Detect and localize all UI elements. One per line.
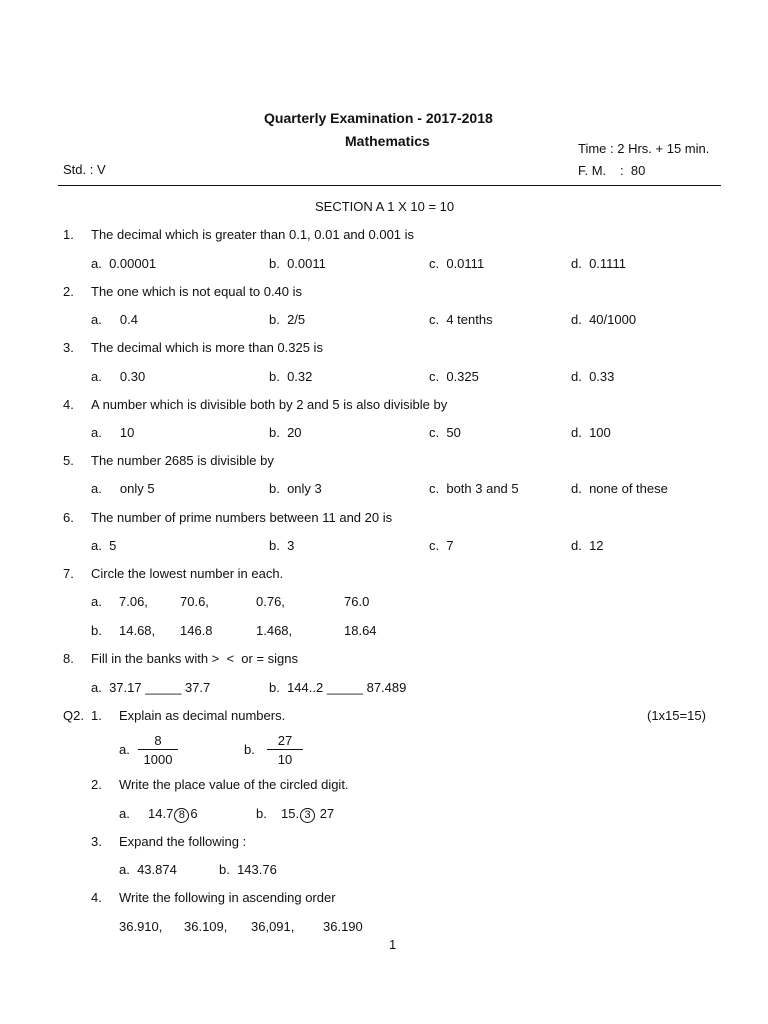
fraction-bar (267, 749, 303, 750)
number-prefix: 15. (281, 806, 300, 821)
option-b: b. 2/5 (269, 312, 306, 327)
option-d: d. 0.1111 (571, 256, 626, 271)
page-number: 1 (389, 937, 397, 952)
option-a: a. 5 (91, 538, 117, 553)
option-d: d. 12 (571, 538, 604, 553)
section-heading: SECTION A 1 X 10 = 10 (315, 199, 455, 214)
option-b: b. 0.32 (269, 369, 313, 384)
item-label: b. (256, 806, 267, 821)
part-number: 2. (91, 777, 102, 792)
option-a: a. only 5 (91, 481, 155, 496)
fraction-label: a. (119, 742, 130, 757)
numerator: 27 (277, 733, 293, 748)
option-c: c. 0.325 (429, 369, 479, 384)
option-d: d. 40/1000 (571, 312, 637, 327)
option-a: a. 0.4 (91, 312, 138, 327)
option-a: a. 10 (91, 425, 135, 440)
denominator: 1000 (143, 752, 173, 767)
std-label: Std. : V (63, 162, 106, 177)
full-marks-value: : 80 (620, 163, 646, 178)
number-choice: 146.8 (180, 623, 213, 638)
option-c: c. 7 (429, 538, 454, 553)
order-value: 36.190 (323, 919, 363, 934)
question-text: A number which is divisible both by 2 and 5 is also divisible by (91, 397, 448, 412)
option-b: b. 20 (269, 425, 302, 440)
denominator: 10 (277, 752, 293, 767)
option-b: b. 3 (269, 538, 295, 553)
option-d: d. none of these (571, 481, 668, 496)
number-prefix: 14.7 (148, 806, 174, 821)
question-number: 6. (63, 510, 74, 525)
expand-item-a: a. 43.874 (119, 862, 177, 877)
option-c: c. both 3 and 5 (429, 481, 519, 496)
circled-number-b (281, 806, 334, 823)
row-label: b. (91, 623, 102, 638)
question-number: 5. (63, 453, 74, 468)
part-text: Expand the following : (119, 834, 247, 849)
numerator: 8 (154, 733, 162, 748)
fraction-b (267, 733, 303, 767)
option-c: c. 50 (429, 425, 461, 440)
option-b: b. 0.0011 (269, 256, 326, 271)
fraction-bar (138, 749, 178, 750)
question-number: 1. (63, 227, 74, 242)
item-label: a. (119, 806, 130, 821)
number-choice: 1.468, (256, 623, 293, 638)
question-text: The one which is not equal to 0.40 is (91, 284, 303, 299)
option-d: d. 0.33 (571, 369, 615, 384)
time-allowed: Time : 2 Hrs. + 15 min. (578, 141, 710, 156)
number-choice: 76.0 (344, 594, 370, 609)
exam-title: Quarterly Examination - 2017-2018 (264, 110, 493, 126)
part-number: 4. (91, 890, 102, 905)
number-choice: 70.6, (180, 594, 209, 609)
part-text: Write the following in ascending order (119, 890, 336, 905)
option-b: b. only 3 (269, 481, 322, 496)
question-number: 3. (63, 340, 74, 355)
question-number: 4. (63, 397, 74, 412)
option-b: b. 144..2 _____ 87.489 (269, 680, 407, 695)
question-number: 7. (63, 566, 74, 581)
row-label: a. (91, 594, 102, 609)
number-suffix: 27 (316, 806, 335, 821)
part-text: Explain as decimal numbers. (119, 708, 286, 723)
question-text: The decimal which is greater than 0.1, 0.01 and 0.001 is (91, 227, 415, 242)
question-number: 8. (63, 651, 74, 666)
option-a: a. 37.17 _____ 37.7 (91, 680, 211, 695)
question-text: The number of prime numbers between 11 and 20 is (91, 510, 393, 525)
q2-label: Q2. (63, 708, 84, 723)
circled-number-a (148, 806, 198, 823)
subject-title: Mathematics (345, 133, 430, 149)
q2-marks: (1x15=15) (647, 708, 706, 723)
part-number: 3. (91, 834, 102, 849)
number-choice: 0.76, (256, 594, 285, 609)
option-c: c. 4 tenths (429, 312, 493, 327)
order-value: 36.910, (119, 919, 163, 934)
fraction-a (138, 733, 178, 767)
part-number: 1. (91, 708, 102, 723)
number-choice: 18.64 (344, 623, 377, 638)
circled-digit: 3 (300, 808, 315, 823)
option-c: c. 0.0111 (429, 256, 485, 271)
order-value: 36.109, (184, 919, 228, 934)
option-a: a. 0.00001 (91, 256, 157, 271)
number-suffix: 6 (190, 806, 198, 821)
header-divider (58, 185, 721, 186)
question-number: 2. (63, 284, 74, 299)
fraction-label: b. (244, 742, 255, 757)
question-text: Circle the lowest number in each. (91, 566, 284, 581)
order-value: 36,091, (251, 919, 295, 934)
full-marks-label: F. M. (578, 163, 607, 178)
number-choice: 14.68, (119, 623, 156, 638)
question-text: Fill in the banks with > < or = signs (91, 651, 299, 666)
option-d: d. 100 (571, 425, 611, 440)
number-choice: 7.06, (119, 594, 148, 609)
expand-item-b: b. 143.76 (219, 862, 277, 877)
option-a: a. 0.30 (91, 369, 146, 384)
circled-digit: 8 (174, 808, 189, 823)
question-text: The decimal which is more than 0.325 is (91, 340, 323, 355)
part-text: Write the place value of the circled digit. (119, 777, 349, 792)
question-text: The number 2685 is divisible by (91, 453, 274, 468)
